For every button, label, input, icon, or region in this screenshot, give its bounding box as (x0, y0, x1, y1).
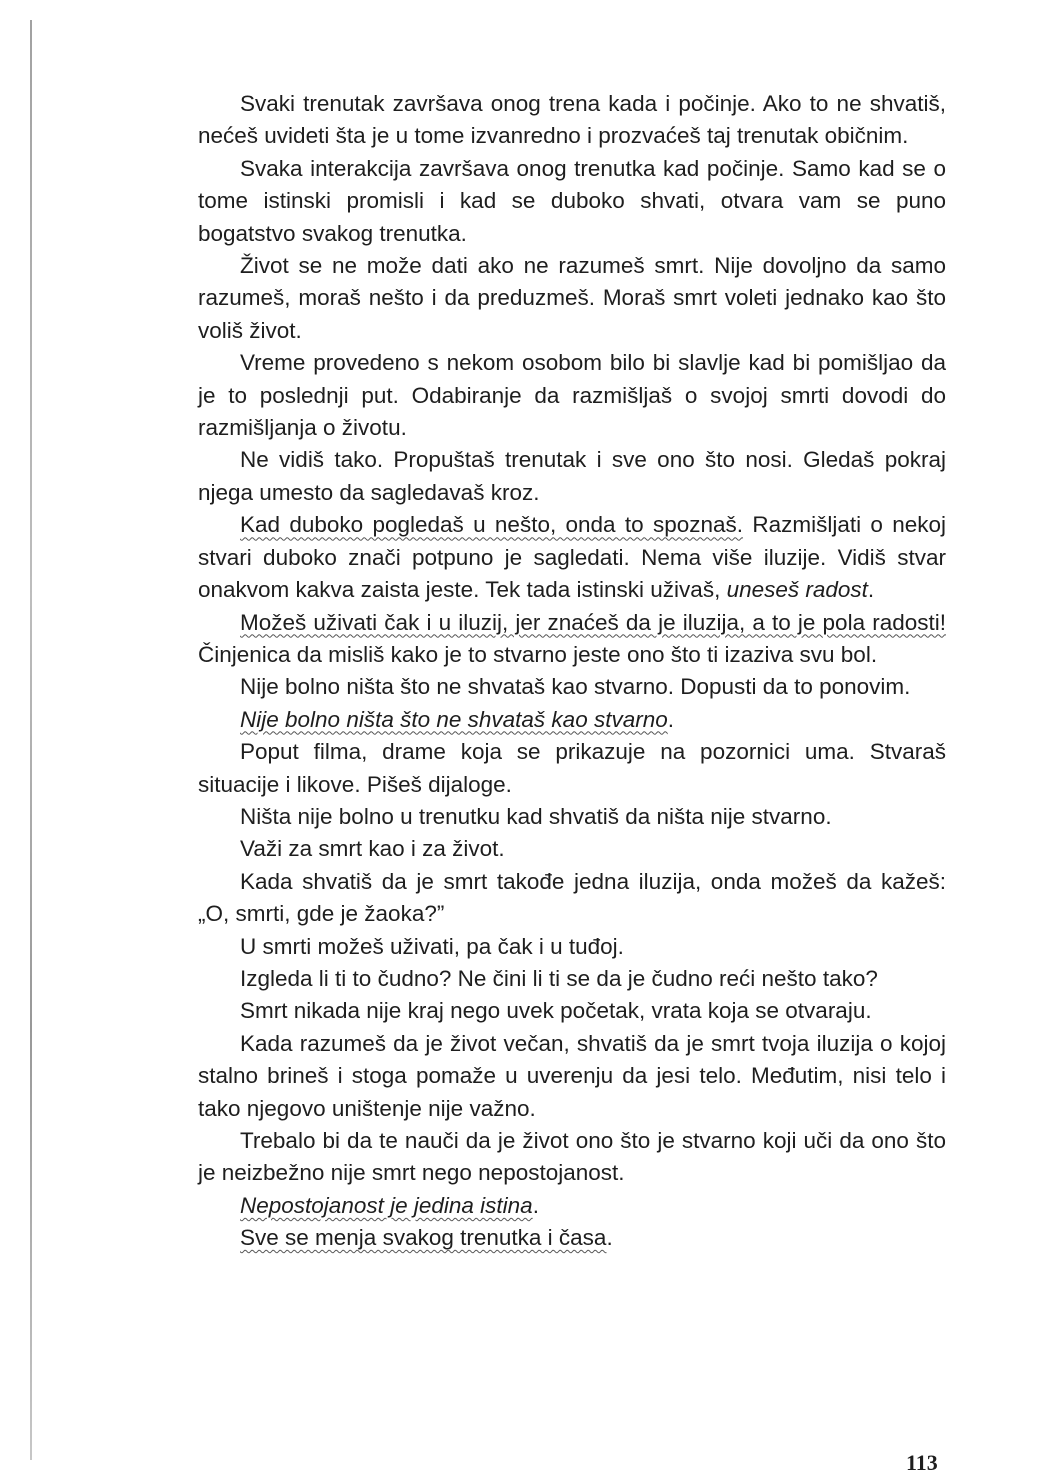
paragraph: Život se ne može dati ako ne razumeš smrt. Nije dovoljno da samo razumeš, moraš nešto i da preduzmeš. Moraš smrt voleti jednako kao što voliš život. (198, 253, 946, 343)
underlined-phrase: Kad duboko pogledaš u nešto, onda to spoznaš. (240, 512, 744, 538)
paragraph: Kad duboko pogledaš u nešto, onda to spoznaš. Razmišljati o nekoj stvari duboko znači potpuno je sagledati. Nema više iluzije. Vidiš stvar onakvom kakva zaista jeste. Tek tada istinski uživaš, uneseš radost. (198, 512, 947, 603)
paragraph: U smrti možeš uživati, pa čak i u tuđoj. (240, 933, 624, 959)
paragraph: Ne vidiš tako. Propuštaš trenutak i sve ono što nosi. Gledaš pokraj njega umesto da sagledavaš kroz. (198, 447, 946, 505)
italic-underlined-phrase: Nije bolno ništa što ne shvataš kao stvarno (240, 706, 668, 732)
paragraph: Izgleda li ti to čudno? Ne čini li ti se da je čudno reći nešto tako? (240, 965, 878, 991)
paragraph: Poput filma, drame koja se prikazuje na pozornici uma. Stvaraš situacije i likove. Pišeš dijaloge. (198, 739, 946, 797)
paragraph: Svaka interakcija završava onog trenutka kad počinje. Samo kad se o tome istinski promisli i kad se duboko shvati, otvara vam se puno bogatstvo svakog trenutka. (198, 155, 946, 246)
paragraph: Ništa nije bolno u trenutku kad shvatiš da ništa nije stvarno. (240, 803, 832, 829)
paragraph: Možeš uživati čak i u iluzij, jer znaćeš da je iluzija, a to je pola radosti! Činjenica da misliš kako je to stvarno jeste ono što ti izaziva svu bol. (198, 609, 946, 667)
paragraph: Smrt nikada nije kraj nego uvek početak, vrata koja se otvaraju. (240, 998, 872, 1024)
paragraph: Nije bolno ništa što ne shvataš kao stvarno. Dopusti da to ponovim. (240, 674, 911, 700)
paragraph: Vreme provedeno s nekom osobom bilo bi slavlje kad bi pomišljao da je to poslednji put. Odabiranje da razmišljaš o svojoj smrti dovodi do razmišljanja o životu. (198, 350, 946, 441)
page-body (198, 88, 946, 1255)
book-spine-shadow (30, 20, 32, 1460)
underlined-phrase: Možeš uživati čak i u iluzij, jer znaćeš da je iluzija, a to je pola radosti! (240, 609, 946, 635)
paragraph: Važi za smrt kao i za život. (240, 836, 505, 862)
italic-underlined-phrase: Nepostojanost je jedina istina (240, 1192, 533, 1218)
underlined-phrase: Sve se menja svakog trenutka i časa (240, 1225, 607, 1251)
paragraph: Nepostojanost je jedina istina. (240, 1192, 539, 1218)
page-number: 113 (906, 1450, 938, 1475)
paragraph: Kada shvatiš da je smrt takođe jedna iluzija, onda možeš da kažeš: „O, smrti, gde je žaoka?” (198, 868, 946, 927)
paragraph: Sve se menja svakog trenutka i časa. (240, 1225, 613, 1251)
paragraph: Nije bolno ništa što ne shvataš kao stvarno. (240, 706, 675, 732)
paragraph: Svaki trenutak završava onog trena kada i počinje. Ako to ne shvatiš, nećeš uvideti šta je u tome izvanredno i prozvaćeš taj trenutak običnim. (198, 91, 946, 149)
italic-phrase: uneseš radost (726, 577, 868, 603)
paragraph: Trebalo bi da te nauči da je život ono što je stvarno koji uči da ono što je neizbežno nije smrt nego nepostojanost. (198, 1128, 946, 1186)
paragraph: Kada razumeš da je život večan, shvatiš da je smrt tvoja iluzija o kojoj stalno brineš i stoga pomaže u uverenju da jesi telo. Međutim, nisi telo i tako njegovo uništenje nije važno. (198, 1030, 946, 1121)
